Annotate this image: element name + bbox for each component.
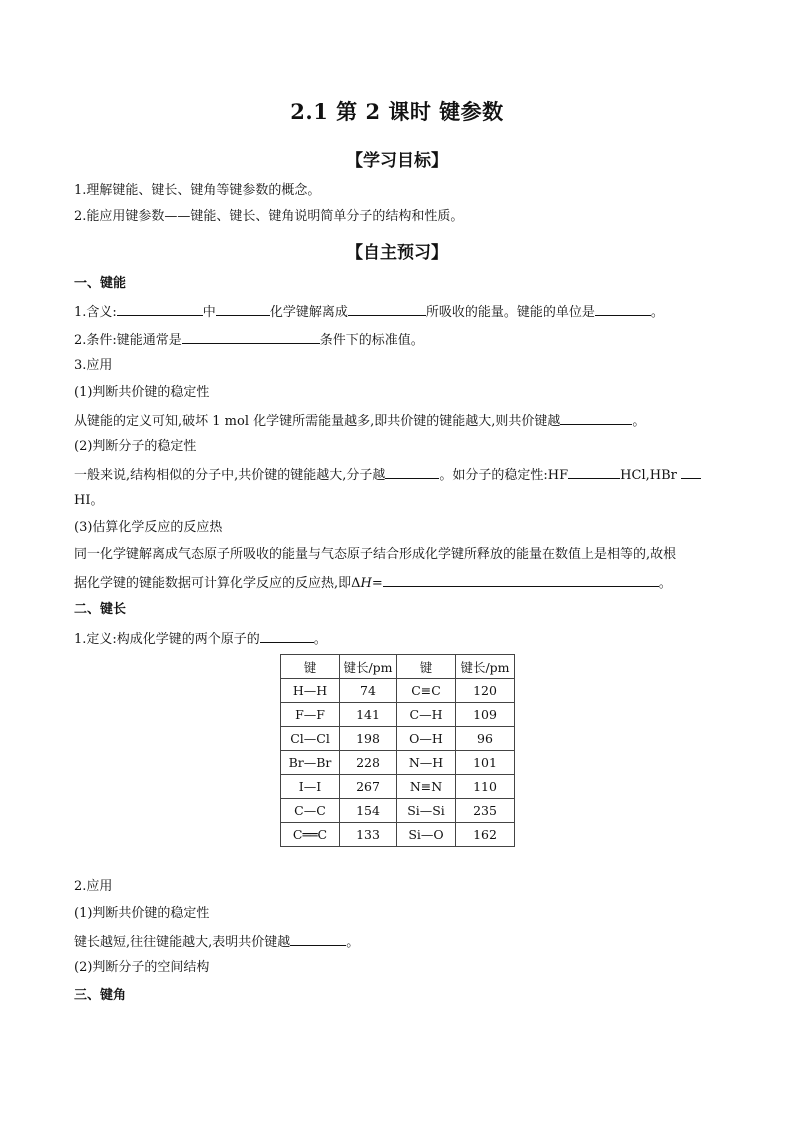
table-cell: 101 <box>456 751 515 775</box>
table-cell: 198 <box>340 727 397 751</box>
bond-energy-definition: 1.含义: 中 化学键解离成 所吸收的能量。键能的单位是 。 <box>74 302 724 322</box>
table-cell: Cl—Cl <box>281 727 340 751</box>
bond-energy-app2-title: (2)判断分子的稳定性 <box>74 439 197 454</box>
bond-length-app1-text: 键长越短,往往键能越大,表明共价键越 。 <box>74 932 724 952</box>
table-cell: Br—Br <box>281 751 340 775</box>
bond-length-app1-title: (1)判断共价键的稳定性 <box>74 906 210 921</box>
bond-energy-app3-title: (3)估算化学反应的反应热 <box>74 520 223 535</box>
table-cell: 110 <box>456 775 515 799</box>
table-cell: F—F <box>281 703 340 727</box>
table-cell: Si—Si <box>397 799 456 823</box>
answer-blank[interactable] <box>560 411 632 425</box>
table-cell: 162 <box>456 823 515 847</box>
answer-blank[interactable] <box>216 302 270 316</box>
table-row <box>281 823 515 847</box>
bond-length-table <box>280 654 515 847</box>
answer-blank[interactable] <box>182 330 320 344</box>
bond-energy-app1-title: (1)判断共价键的稳定性 <box>74 385 210 400</box>
bond-energy-application: 3.应用 <box>74 358 113 373</box>
table-cell: C—C <box>281 799 340 823</box>
bond-energy-heading: 一、键能 <box>74 276 127 291</box>
answer-blank[interactable] <box>595 302 651 316</box>
table-cell: I—I <box>281 775 340 799</box>
table-cell: 235 <box>456 799 515 823</box>
page-title: 2.1 第 2 课时 键参数 <box>290 99 504 124</box>
table-cell: 154 <box>340 799 397 823</box>
answer-blank[interactable] <box>290 932 346 946</box>
bond-angle-heading: 三、键角 <box>74 988 127 1003</box>
table-header-cell: 键长/pm <box>340 655 397 679</box>
answer-blank[interactable] <box>385 465 439 479</box>
table-cell: C—H <box>397 703 456 727</box>
objectives-heading: 【学习目标】 <box>346 151 448 171</box>
answer-blank[interactable] <box>260 629 314 643</box>
objective-1: 1.理解键能、键长、键角等键参数的概念。 <box>74 183 321 198</box>
table-row <box>281 775 515 799</box>
table-cell: Si—O <box>397 823 456 847</box>
bond-length-heading: 二、键长 <box>74 602 127 617</box>
table-header-cell: 键 <box>281 655 340 679</box>
bond-energy-app3-text-cont: 据化学键的键能数据可计算化学反应的反应热,即ΔH= 。 <box>74 573 724 593</box>
table-cell: 228 <box>340 751 397 775</box>
table-cell: C══C <box>281 823 340 847</box>
table-cell: 267 <box>340 775 397 799</box>
table-header-cell: 键长/pm <box>456 655 515 679</box>
table-cell: 96 <box>456 727 515 751</box>
table-row <box>281 703 515 727</box>
table-cell: O—H <box>397 727 456 751</box>
answer-blank[interactable] <box>568 465 620 479</box>
table-row <box>281 727 515 751</box>
answer-blank[interactable] <box>348 302 426 316</box>
bond-energy-app2-text-cont: HI。 <box>74 493 104 508</box>
table-header-row <box>281 655 515 679</box>
bond-energy-app3-text: 同一化学键解离成气态原子所吸收的能量与气态原子结合形成化学键所释放的能量在数值上是相等的,故根 <box>74 547 677 562</box>
table-cell: 120 <box>456 679 515 703</box>
table-cell: C≡C <box>397 679 456 703</box>
bond-length-definition: 1.定义:构成化学键的两个原子的 。 <box>74 629 724 649</box>
table-cell: 141 <box>340 703 397 727</box>
answer-blank[interactable] <box>681 465 701 479</box>
table-cell: N≡N <box>397 775 456 799</box>
bond-length-application: 2.应用 <box>74 879 113 894</box>
bond-length-app2-title: (2)判断分子的空间结构 <box>74 960 210 975</box>
bond-energy-app2-text: 一般来说,结构相似的分子中,共价键的键能越大,分子越 。如分子的稳定性:HF HCl,HBr <box>74 465 724 485</box>
table-cell: 133 <box>340 823 397 847</box>
table-cell: H—H <box>281 679 340 703</box>
table-header-cell: 键 <box>397 655 456 679</box>
bond-energy-app1-text: 从键能的定义可知,破坏 1 mol 化学键所需能量越多,即共价键的键能越大,则共价键越 。 <box>74 411 724 431</box>
table-cell: 74 <box>340 679 397 703</box>
preview-heading: 【自主预习】 <box>346 243 448 263</box>
table-row <box>281 799 515 823</box>
answer-blank[interactable] <box>383 573 659 587</box>
objective-2: 2.能应用键参数——键能、键长、键角说明简单分子的结构和性质。 <box>74 209 464 224</box>
bond-energy-condition: 2.条件:键能通常是 条件下的标准值。 <box>74 330 724 350</box>
table-cell: 109 <box>456 703 515 727</box>
answer-blank[interactable] <box>117 302 203 316</box>
table-cell: N—H <box>397 751 456 775</box>
table-row <box>281 679 515 703</box>
table-row <box>281 751 515 775</box>
